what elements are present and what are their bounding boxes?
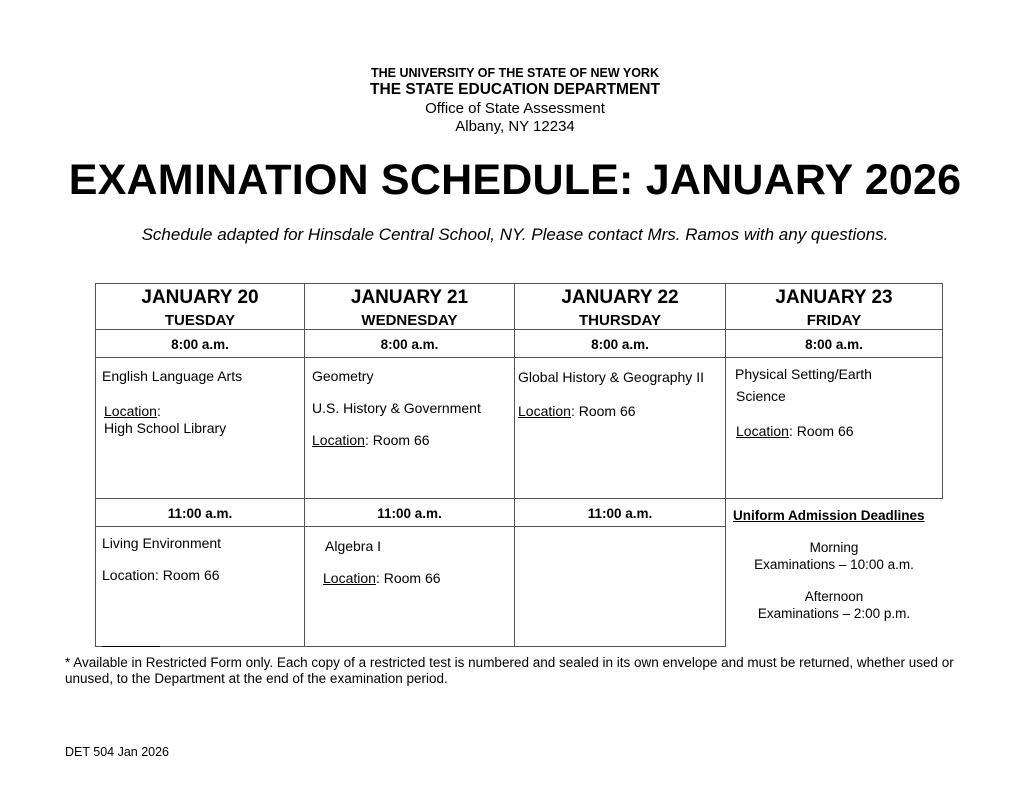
- location-label: [104, 403, 161, 420]
- office-name: Office of State Assessment: [425, 100, 605, 117]
- column-header-day: THURSDAY: [579, 312, 661, 329]
- column-header-date: JANUARY 23: [775, 287, 893, 308]
- location-label-text: Location: [323, 570, 376, 586]
- table-divider: [95, 498, 943, 499]
- exam-name: English Language Arts: [102, 368, 243, 384]
- exam-name-continued: Science: [736, 388, 786, 404]
- exam-name: Physical Setting/Earth: [735, 366, 872, 382]
- location-label-text: Location: [518, 403, 571, 419]
- location-colon: :: [156, 403, 161, 419]
- morning-time: 8:00 a.m.: [171, 337, 229, 352]
- exam-name: Algebra I: [325, 538, 382, 554]
- morning-time: 8:00 a.m.: [805, 337, 863, 352]
- column-header-day: TUESDAY: [164, 312, 236, 329]
- deadlines-afternoon-label: Afternoon: [804, 589, 864, 604]
- table-border-top: [95, 283, 943, 284]
- location-label-text: Location: [736, 423, 789, 439]
- deadlines-title: Uniform Admission Deadlines: [733, 508, 925, 523]
- exam-location-line: [518, 403, 636, 420]
- afternoon-time: 11:00 a.m.: [377, 506, 442, 521]
- column-header-date: JANUARY 21: [350, 287, 469, 308]
- table-divider: [95, 357, 943, 358]
- footnote: * Available in Restricted Form only. Each copy of a restricted test is numbered and sealed in its own envelope and must be returned, whether used or unused, to the Department at the end of the examination period.: [65, 655, 954, 686]
- morning-time: 8:00 a.m.: [380, 337, 439, 352]
- column-header-date: JANUARY 20: [141, 287, 259, 308]
- exam-name: Geometry: [312, 368, 374, 384]
- table-border-bottom: [95, 646, 726, 647]
- exam-location: Room 66: [796, 423, 854, 439]
- stray-underline: [102, 646, 160, 647]
- column-header-day: FRIDAY: [806, 312, 862, 329]
- location-label-text: Location: [104, 403, 157, 419]
- table-divider: [95, 526, 726, 527]
- location-colon: :: [788, 423, 793, 439]
- exam-name: U.S. History & Government: [312, 400, 481, 416]
- exam-location: Room 66: [578, 403, 636, 419]
- morning-time: 8:00 a.m.: [591, 337, 649, 352]
- location-colon: :: [375, 570, 380, 586]
- exam-name: Global History & Geography II: [518, 369, 704, 385]
- page-subtitle: Schedule adapted for Hinsdale Central School, NY. Please contact Mrs. Ramos with any questions.: [141, 225, 889, 244]
- university-name: THE UNIVERSITY OF THE STATE OF NEW YORK: [371, 66, 659, 80]
- exam-location: Room 66: [372, 432, 430, 448]
- column-header-day: WEDNESDAY: [361, 312, 458, 329]
- location-colon: :: [364, 432, 369, 448]
- exam-name: Living Environment: [102, 535, 222, 551]
- exam-location-line: [736, 423, 854, 440]
- department-name: THE STATE EDUCATION DEPARTMENT: [370, 81, 660, 98]
- deadlines-morning-text: Examinations – 10:00 a.m.: [754, 557, 914, 572]
- exam-location-line: Location: Room 66: [102, 567, 220, 583]
- location-label-text: Location: [312, 432, 365, 448]
- location-colon: :: [570, 403, 575, 419]
- column-header-date: JANUARY 22: [561, 287, 679, 308]
- deadlines-afternoon-text: Examinations – 2:00 p.m.: [757, 606, 911, 621]
- exam-location-line: [312, 432, 430, 449]
- afternoon-time: 11:00 a.m.: [167, 506, 233, 521]
- form-code: DET 504 Jan 2026: [65, 745, 170, 759]
- table-divider: [95, 329, 943, 330]
- table-border-right: [942, 283, 943, 499]
- page-title: EXAMINATION SCHEDULE: JANUARY 2026: [68, 156, 962, 204]
- deadlines-morning-label: Morning: [809, 540, 859, 555]
- exam-location: High School Library: [104, 420, 227, 436]
- afternoon-time: 11:00 a.m.: [587, 506, 653, 521]
- exam-location: Room 66: [383, 570, 441, 586]
- exam-location-line: [323, 570, 441, 587]
- office-address: Albany, NY 12234: [455, 118, 575, 135]
